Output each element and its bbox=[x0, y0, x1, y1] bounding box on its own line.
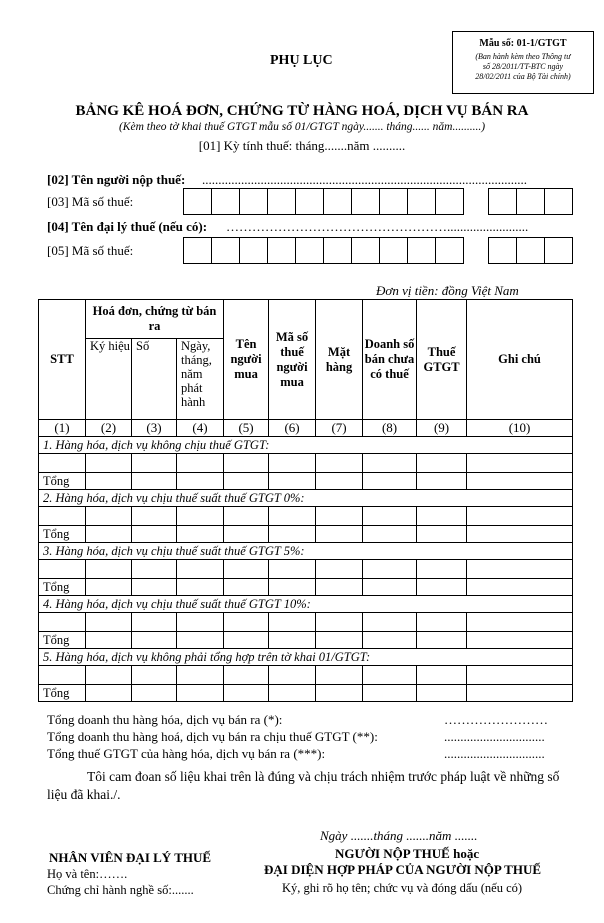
form-note-1: (Ban hành kèm theo Thông tư bbox=[475, 52, 571, 61]
col-vat: Thuế GTGT bbox=[417, 300, 467, 420]
digit-box[interactable] bbox=[544, 188, 573, 215]
table-cell[interactable] bbox=[86, 454, 132, 473]
digit-box[interactable] bbox=[435, 188, 464, 215]
table-cell[interactable] bbox=[269, 560, 316, 579]
table-cell[interactable] bbox=[363, 613, 417, 632]
table-cell[interactable] bbox=[177, 666, 224, 685]
table-row[interactable] bbox=[39, 613, 573, 632]
agent-staff-certificate[interactable]: Chứng chỉ hành nghề số:....... bbox=[47, 883, 194, 897]
total-cell[interactable] bbox=[86, 473, 132, 490]
total-cell[interactable] bbox=[224, 579, 269, 596]
table-cell[interactable] bbox=[467, 666, 573, 685]
col-buyer-tax: Mã số thuế người mua bbox=[269, 300, 316, 420]
section-row bbox=[39, 437, 573, 454]
table-cell[interactable] bbox=[132, 454, 177, 473]
total-cell[interactable] bbox=[467, 685, 573, 702]
section-row bbox=[39, 543, 573, 560]
section-row bbox=[39, 490, 573, 507]
section-title: 5. Hàng hóa, dịch vụ không phải tổng hợp trên tờ khai 01/GTGT: bbox=[39, 649, 573, 666]
digit-box[interactable] bbox=[295, 237, 324, 264]
section-title: 4. Hàng hóa, dịch vụ chịu thuế suất thuế GTGT 10%: bbox=[39, 596, 573, 613]
total-cell[interactable] bbox=[316, 632, 363, 649]
col-buyer: Tên người mua bbox=[224, 300, 269, 420]
digit-box[interactable] bbox=[211, 188, 240, 215]
table-cell[interactable] bbox=[363, 560, 417, 579]
total-cell[interactable] bbox=[86, 632, 132, 649]
table-cell[interactable] bbox=[363, 666, 417, 685]
total-cell[interactable] bbox=[177, 526, 224, 543]
table-cell[interactable] bbox=[269, 613, 316, 632]
digit-box[interactable] bbox=[407, 188, 436, 215]
total-row bbox=[39, 473, 573, 490]
summary-total-revenue-label: Tổng doanh thu hàng hóa, dịch vụ bán ra (*): bbox=[47, 712, 283, 727]
total-cell[interactable] bbox=[177, 473, 224, 490]
section-title: 2. Hàng hóa, dịch vụ chịu thuế suất thuế GTGT 0%: bbox=[39, 490, 573, 507]
table-cell[interactable] bbox=[224, 507, 269, 526]
table-cell[interactable] bbox=[86, 666, 132, 685]
table-cell[interactable] bbox=[39, 507, 86, 526]
total-cell[interactable] bbox=[224, 685, 269, 702]
table-cell[interactable] bbox=[224, 560, 269, 579]
table-cell[interactable] bbox=[417, 507, 467, 526]
total-cell[interactable] bbox=[132, 685, 177, 702]
total-label: Tổng bbox=[39, 579, 86, 596]
total-cell[interactable] bbox=[417, 579, 467, 596]
total-cell[interactable] bbox=[132, 579, 177, 596]
digit-box[interactable] bbox=[239, 237, 268, 264]
col-note: Ghi chú bbox=[467, 300, 573, 420]
column-number: (8) bbox=[363, 420, 417, 437]
table-cell[interactable] bbox=[224, 454, 269, 473]
table-cell[interactable] bbox=[177, 507, 224, 526]
table-cell[interactable] bbox=[177, 613, 224, 632]
column-number: (1) bbox=[39, 420, 86, 437]
digit-box[interactable] bbox=[183, 237, 212, 264]
column-number: (6) bbox=[269, 420, 316, 437]
digit-box[interactable] bbox=[488, 188, 517, 215]
total-cell[interactable] bbox=[417, 473, 467, 490]
digit-box[interactable] bbox=[295, 188, 324, 215]
total-cell[interactable] bbox=[177, 632, 224, 649]
total-cell[interactable] bbox=[467, 632, 573, 649]
table-row[interactable] bbox=[39, 560, 573, 579]
digit-box[interactable] bbox=[323, 188, 352, 215]
total-cell[interactable] bbox=[177, 579, 224, 596]
taxpayer-heading: NGƯỜI NỘP THUẾ hoặc bbox=[335, 846, 480, 861]
table-cell[interactable] bbox=[269, 454, 316, 473]
digit-box[interactable] bbox=[239, 188, 268, 215]
summary-total-vat-value[interactable]: ............................... bbox=[444, 746, 545, 761]
column-number-row bbox=[39, 420, 573, 437]
pledge-statement: Tôi cam đoan số liệu khai trên là đúng và chịu trách nhiệm trước pháp luật về những số liệu đã khai./. bbox=[47, 769, 560, 802]
tax-code-label: [03] Mã số thuế: bbox=[47, 194, 134, 209]
table-cell[interactable] bbox=[177, 560, 224, 579]
table-cell[interactable] bbox=[224, 666, 269, 685]
col-invoice-group: Hoá đơn, chứng từ bán ra bbox=[86, 300, 224, 339]
table-cell[interactable] bbox=[39, 613, 86, 632]
table-row[interactable] bbox=[39, 454, 573, 473]
table-cell[interactable] bbox=[269, 666, 316, 685]
table-cell[interactable] bbox=[316, 666, 363, 685]
digit-box[interactable] bbox=[267, 188, 296, 215]
total-cell[interactable] bbox=[467, 473, 573, 490]
col-number: Số bbox=[132, 339, 177, 420]
total-cell[interactable] bbox=[177, 685, 224, 702]
digit-box[interactable] bbox=[516, 237, 545, 264]
table-cell[interactable] bbox=[39, 454, 86, 473]
total-cell[interactable] bbox=[417, 685, 467, 702]
total-cell[interactable] bbox=[132, 632, 177, 649]
digit-box[interactable] bbox=[379, 188, 408, 215]
table-row[interactable] bbox=[39, 666, 573, 685]
digit-box[interactable] bbox=[435, 237, 464, 264]
digit-box[interactable] bbox=[323, 237, 352, 264]
signature-date[interactable]: Ngày .......tháng .......năm ....... bbox=[320, 828, 478, 843]
table-cell[interactable] bbox=[363, 507, 417, 526]
table-cell[interactable] bbox=[417, 560, 467, 579]
total-cell[interactable] bbox=[269, 526, 316, 543]
total-cell[interactable] bbox=[363, 473, 417, 490]
total-cell[interactable] bbox=[316, 473, 363, 490]
total-cell[interactable] bbox=[363, 579, 417, 596]
col-date: Ngày, tháng, năm phát hành bbox=[177, 339, 224, 420]
table-cell[interactable] bbox=[86, 613, 132, 632]
col-symbol: Ký hiệu bbox=[86, 339, 132, 420]
table-cell[interactable] bbox=[417, 613, 467, 632]
total-cell[interactable] bbox=[363, 526, 417, 543]
table-cell[interactable] bbox=[132, 507, 177, 526]
page-title: BẢNG KÊ HOÁ ĐƠN, CHỨNG TỪ HÀNG HOÁ, DỊCH VỤ BÁN RA bbox=[75, 103, 529, 119]
digit-box[interactable] bbox=[516, 188, 545, 215]
summary-taxable-revenue-label: Tổng doanh thu hàng hoá, dịch vụ bán ra chịu thuế GTGT (**): bbox=[47, 729, 378, 744]
total-label: Tổng bbox=[39, 685, 86, 702]
table-cell[interactable] bbox=[467, 560, 573, 579]
digit-box[interactable] bbox=[379, 237, 408, 264]
total-cell[interactable] bbox=[269, 473, 316, 490]
table-cell[interactable] bbox=[417, 666, 467, 685]
total-cell[interactable] bbox=[269, 632, 316, 649]
total-cell[interactable] bbox=[224, 632, 269, 649]
table-cell[interactable] bbox=[467, 613, 573, 632]
digit-box[interactable] bbox=[407, 237, 436, 264]
column-number: (7) bbox=[316, 420, 363, 437]
form-code: Mẫu số: 01-1/GTGT bbox=[479, 38, 567, 49]
summary-total-revenue-value[interactable]: …………………… bbox=[444, 712, 548, 727]
section-row bbox=[39, 649, 573, 666]
total-cell[interactable] bbox=[269, 579, 316, 596]
table-cell[interactable] bbox=[467, 507, 573, 526]
column-number: (2) bbox=[86, 420, 132, 437]
total-row bbox=[39, 632, 573, 649]
taxpayer-name-label: [02] Tên người nộp thuế: bbox=[47, 172, 186, 187]
total-cell[interactable] bbox=[417, 632, 467, 649]
summary-total-vat-label: Tổng thuế GTGT của hàng hóa, dịch vụ bán ra (***): bbox=[47, 746, 326, 761]
section-title: 3. Hàng hóa, dịch vụ chịu thuế suất thuế GTGT 5%: bbox=[39, 543, 573, 560]
agent-tax-code-label: [05] Mã số thuế: bbox=[47, 243, 134, 258]
total-label: Tổng bbox=[39, 473, 86, 490]
total-label: Tổng bbox=[39, 632, 86, 649]
col-stt: STT bbox=[39, 300, 86, 420]
total-cell[interactable] bbox=[467, 526, 573, 543]
total-cell[interactable] bbox=[132, 526, 177, 543]
total-cell[interactable] bbox=[363, 685, 417, 702]
column-number: (3) bbox=[132, 420, 177, 437]
table-cell[interactable] bbox=[86, 560, 132, 579]
table-cell[interactable] bbox=[269, 507, 316, 526]
total-cell[interactable] bbox=[86, 526, 132, 543]
currency-unit: Đơn vị tiền: đồng Việt Nam bbox=[376, 283, 519, 298]
legal-representative-heading: ĐẠI DIỆN HỢP PHÁP CỦA NGƯỜI NỘP THUẾ bbox=[264, 862, 541, 877]
column-number: (4) bbox=[177, 420, 224, 437]
total-cell[interactable] bbox=[224, 526, 269, 543]
taxpayer-name-field[interactable]: .................................................................................................... bbox=[202, 172, 527, 187]
table-cell[interactable] bbox=[316, 507, 363, 526]
total-cell[interactable] bbox=[467, 579, 573, 596]
total-cell[interactable] bbox=[86, 579, 132, 596]
agent-name-field[interactable]: ……………………………………………......................... bbox=[226, 219, 529, 234]
total-cell[interactable] bbox=[417, 526, 467, 543]
total-cell[interactable] bbox=[316, 526, 363, 543]
digit-box[interactable] bbox=[183, 188, 212, 215]
table-cell[interactable] bbox=[39, 666, 86, 685]
total-label: Tổng bbox=[39, 526, 86, 543]
digit-box[interactable] bbox=[267, 237, 296, 264]
total-row bbox=[39, 526, 573, 543]
total-row bbox=[39, 579, 573, 596]
digit-box[interactable] bbox=[488, 237, 517, 264]
table-cell[interactable] bbox=[316, 454, 363, 473]
agent-staff-heading: NHÂN VIÊN ĐẠI LÝ THUẾ bbox=[49, 850, 212, 865]
column-number: (5) bbox=[224, 420, 269, 437]
digit-box[interactable] bbox=[351, 188, 380, 215]
summary-taxable-revenue-value[interactable]: ............................... bbox=[444, 729, 545, 744]
total-cell[interactable] bbox=[363, 632, 417, 649]
agent-staff-name[interactable]: Họ và tên:……. bbox=[47, 867, 128, 881]
tax-period: [01] Kỳ tính thuế: tháng.......năm .......... bbox=[198, 138, 406, 153]
section-title: 1. Hàng hóa, dịch vụ không chịu thuế GTGT: bbox=[39, 437, 573, 454]
total-cell[interactable] bbox=[86, 685, 132, 702]
total-cell[interactable] bbox=[316, 685, 363, 702]
table-cell[interactable] bbox=[224, 613, 269, 632]
invoice-table bbox=[38, 299, 573, 702]
digit-box[interactable] bbox=[211, 237, 240, 264]
table-cell[interactable] bbox=[417, 454, 467, 473]
col-revenue: Doanh số bán chưa có thuế bbox=[363, 300, 417, 420]
table-cell[interactable] bbox=[132, 613, 177, 632]
agent-name-label: [04] Tên đại lý thuế (nếu có): bbox=[47, 219, 208, 234]
table-cell[interactable] bbox=[86, 507, 132, 526]
page-subtitle: (Kèm theo tờ khai thuế GTGT mẫu số 01/GTGT ngày....... tháng...... năm..........) bbox=[118, 121, 486, 133]
table-cell[interactable] bbox=[316, 613, 363, 632]
column-number: (9) bbox=[417, 420, 467, 437]
form-code-box bbox=[452, 31, 594, 94]
total-cell[interactable] bbox=[269, 685, 316, 702]
total-cell[interactable] bbox=[132, 473, 177, 490]
table-cell[interactable] bbox=[132, 560, 177, 579]
total-cell[interactable] bbox=[224, 473, 269, 490]
table-cell[interactable] bbox=[363, 454, 417, 473]
total-row bbox=[39, 685, 573, 702]
table-cell[interactable] bbox=[316, 560, 363, 579]
digit-box[interactable] bbox=[351, 237, 380, 264]
form-note-2: số 28/2011/TT-BTC ngày bbox=[482, 62, 564, 71]
column-number: (10) bbox=[467, 420, 573, 437]
table-cell[interactable] bbox=[132, 666, 177, 685]
col-item: Mặt hàng bbox=[316, 300, 363, 420]
table-cell[interactable] bbox=[467, 454, 573, 473]
table-row[interactable] bbox=[39, 507, 573, 526]
total-cell[interactable] bbox=[316, 579, 363, 596]
table-cell[interactable] bbox=[39, 560, 86, 579]
digit-box[interactable] bbox=[544, 237, 573, 264]
signature-instruction: Ký, ghi rõ họ tên; chức vụ và đóng dấu (nếu có) bbox=[282, 881, 523, 895]
appendix-heading: PHỤ LỤC bbox=[270, 53, 333, 68]
section-row bbox=[39, 596, 573, 613]
form-note-3: 28/02/2011 của Bộ Tài chính) bbox=[475, 72, 571, 81]
table-cell[interactable] bbox=[177, 454, 224, 473]
